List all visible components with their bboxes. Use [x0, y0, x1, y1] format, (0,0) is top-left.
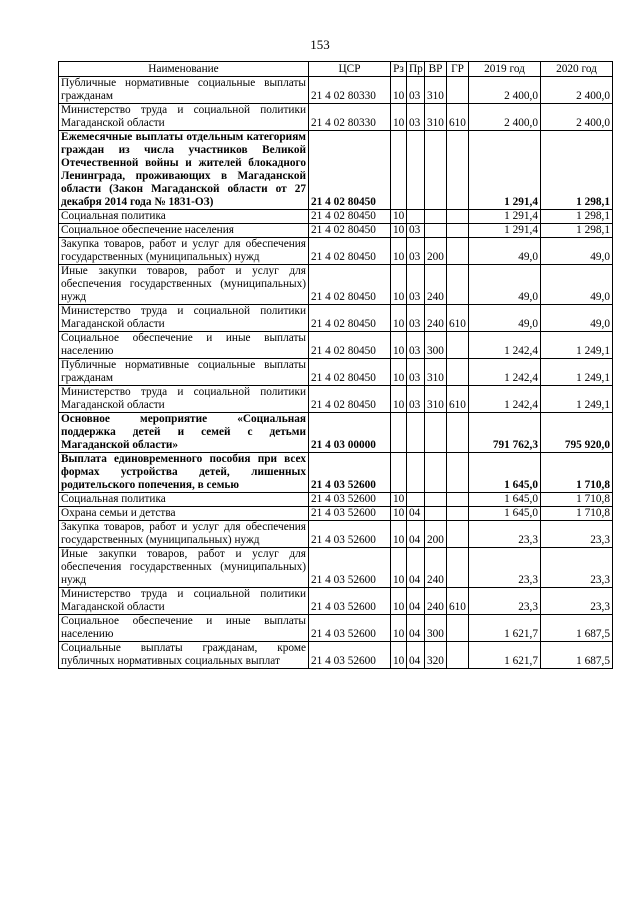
- header-vr: ВР: [425, 62, 447, 77]
- row-value-2020: 2 400,0: [541, 77, 613, 104]
- table-row: [59, 210, 613, 224]
- row-name: Ежемесячные выплаты отдельным категориям граждан из числа участников Великой Отечественной войны и жителей блокадного Ленинграда, проживающих в Магаданской области (Закон Магаданской области от 27 декабря 2014 года № 1831-ОЗ): [59, 131, 309, 210]
- row-value-2019: 1 645,0: [469, 453, 541, 493]
- header-name: Наименование: [59, 62, 309, 77]
- row-vr: 310: [425, 359, 447, 386]
- row-value-2019: 2 400,0: [469, 104, 541, 131]
- row-vr: [425, 131, 447, 210]
- row-value-2020: 1 710,8: [541, 493, 613, 507]
- row-gr: [447, 453, 469, 493]
- row-name: Социальная политика: [59, 493, 309, 507]
- row-name: Социальное обеспечение и иные выплаты населению: [59, 615, 309, 642]
- table-row: [59, 588, 613, 615]
- row-value-2020: 1 298,1: [541, 210, 613, 224]
- table-header-row: [59, 62, 613, 77]
- table-row: [59, 332, 613, 359]
- row-rz: 10: [391, 77, 407, 104]
- row-rz: 10: [391, 642, 407, 669]
- row-pr: 04: [407, 548, 425, 588]
- row-rz: 10: [391, 359, 407, 386]
- table-row: [59, 77, 613, 104]
- row-value-2020: 23,3: [541, 588, 613, 615]
- row-vr: 200: [425, 521, 447, 548]
- row-vr: [425, 507, 447, 521]
- row-value-2019: 23,3: [469, 521, 541, 548]
- row-value-2020: 1 249,1: [541, 359, 613, 386]
- row-pr: 03: [407, 359, 425, 386]
- row-name: Основное мероприятие «Социальная поддержка детей и семей с детьми Магаданской области»: [59, 413, 309, 453]
- row-value-2020: 1 249,1: [541, 332, 613, 359]
- row-pr: 03: [407, 224, 425, 238]
- row-gr: [447, 507, 469, 521]
- row-value-2020: 2 400,0: [541, 104, 613, 131]
- row-gr: [447, 615, 469, 642]
- table-row: [59, 238, 613, 265]
- row-name: Охрана семьи и детства: [59, 507, 309, 521]
- row-pr: [407, 413, 425, 453]
- row-value-2019: 1 621,7: [469, 615, 541, 642]
- header-rz: Рз: [391, 62, 407, 77]
- row-vr: [425, 453, 447, 493]
- page-number: 153: [310, 37, 330, 52]
- row-value-2019: 23,3: [469, 588, 541, 615]
- row-rz: 10: [391, 210, 407, 224]
- row-value-2019: 1 291,4: [469, 224, 541, 238]
- row-name: Иные закупки товаров, работ и услуг для обеспечения государственных (муниципальных) нужд: [59, 548, 309, 588]
- row-name: Социальное обеспечение населения: [59, 224, 309, 238]
- table-row: [59, 615, 613, 642]
- table-row: [59, 265, 613, 305]
- row-value-2019: 1 291,4: [469, 131, 541, 210]
- row-value-2019: 1 645,0: [469, 493, 541, 507]
- table-row: [59, 521, 613, 548]
- table-row: [59, 413, 613, 453]
- row-csr: 21 4 02 80450: [309, 386, 391, 413]
- row-rz: 10: [391, 265, 407, 305]
- row-csr: 21 4 03 52600: [309, 642, 391, 669]
- row-gr: [447, 548, 469, 588]
- row-gr: 610: [447, 588, 469, 615]
- row-value-2019: 23,3: [469, 548, 541, 588]
- row-value-2019: 49,0: [469, 238, 541, 265]
- row-value-2020: 1 249,1: [541, 386, 613, 413]
- row-gr: 610: [447, 386, 469, 413]
- row-vr: [425, 224, 447, 238]
- row-value-2019: 791 762,3: [469, 413, 541, 453]
- row-gr: [447, 224, 469, 238]
- row-gr: [447, 131, 469, 210]
- row-gr: 610: [447, 104, 469, 131]
- row-value-2019: 49,0: [469, 305, 541, 332]
- table-row: [59, 104, 613, 131]
- row-name: Министерство труда и социальной политики Магаданской области: [59, 386, 309, 413]
- budget-table: [58, 61, 613, 669]
- row-pr: 03: [407, 238, 425, 265]
- row-value-2020: 49,0: [541, 238, 613, 265]
- row-vr: 310: [425, 386, 447, 413]
- row-csr: 21 4 03 52600: [309, 588, 391, 615]
- row-gr: [447, 210, 469, 224]
- row-name: Социальное обеспечение и иные выплаты населению: [59, 332, 309, 359]
- table-body: [59, 77, 613, 669]
- row-gr: [447, 493, 469, 507]
- table-row: [59, 386, 613, 413]
- row-csr: 21 4 03 52600: [309, 548, 391, 588]
- row-rz: 10: [391, 224, 407, 238]
- row-pr: 03: [407, 386, 425, 413]
- row-csr: 21 4 02 80450: [309, 131, 391, 210]
- row-csr: 21 4 02 80450: [309, 238, 391, 265]
- row-name: Выплата единовременного пособия при всех формах устройства детей, лишенных родительского попечения, в семью: [59, 453, 309, 493]
- row-rz: 10: [391, 507, 407, 521]
- row-csr: 21 4 02 80450: [309, 210, 391, 224]
- row-rz: [391, 413, 407, 453]
- row-vr: 320: [425, 642, 447, 669]
- row-value-2019: 1 242,4: [469, 332, 541, 359]
- row-value-2020: 1 298,1: [541, 131, 613, 210]
- row-rz: 10: [391, 548, 407, 588]
- row-name: Министерство труда и социальной политики Магаданской области: [59, 588, 309, 615]
- row-gr: [447, 359, 469, 386]
- row-value-2020: 23,3: [541, 521, 613, 548]
- header-csr: ЦСР: [309, 62, 391, 77]
- row-rz: 10: [391, 305, 407, 332]
- row-pr: 03: [407, 265, 425, 305]
- row-csr: 21 4 03 00000: [309, 413, 391, 453]
- row-vr: 300: [425, 615, 447, 642]
- row-pr: 04: [407, 521, 425, 548]
- row-pr: [407, 453, 425, 493]
- row-pr: 03: [407, 332, 425, 359]
- row-value-2019: 1 621,7: [469, 642, 541, 669]
- row-value-2020: 1 298,1: [541, 224, 613, 238]
- row-pr: 04: [407, 588, 425, 615]
- row-pr: 03: [407, 77, 425, 104]
- row-name: Социальные выплаты гражданам, кроме публичных нормативных социальных выплат: [59, 642, 309, 669]
- row-gr: [447, 265, 469, 305]
- row-value-2019: 49,0: [469, 265, 541, 305]
- row-pr: 04: [407, 642, 425, 669]
- row-name: Иные закупки товаров, работ и услуг для обеспечения государственных (муниципальных) нужд: [59, 265, 309, 305]
- row-vr: 240: [425, 265, 447, 305]
- row-vr: [425, 413, 447, 453]
- row-value-2019: 1 645,0: [469, 507, 541, 521]
- row-name: Закупка товаров, работ и услуг для обеспечения государственных (муниципальных) нужд: [59, 521, 309, 548]
- row-vr: [425, 493, 447, 507]
- row-vr: 240: [425, 588, 447, 615]
- row-value-2019: 1 291,4: [469, 210, 541, 224]
- row-pr: 04: [407, 507, 425, 521]
- row-rz: 10: [391, 332, 407, 359]
- row-name: Публичные нормативные социальные выплаты гражданам: [59, 77, 309, 104]
- table-row: [59, 493, 613, 507]
- row-value-2020: 1 710,8: [541, 507, 613, 521]
- row-rz: 10: [391, 104, 407, 131]
- row-value-2020: 23,3: [541, 548, 613, 588]
- row-value-2020: 49,0: [541, 305, 613, 332]
- row-rz: 10: [391, 238, 407, 265]
- row-rz: 10: [391, 588, 407, 615]
- row-value-2019: 1 242,4: [469, 386, 541, 413]
- row-vr: 300: [425, 332, 447, 359]
- row-csr: 21 4 02 80450: [309, 305, 391, 332]
- row-rz: 10: [391, 493, 407, 507]
- row-name: Министерство труда и социальной политики Магаданской области: [59, 305, 309, 332]
- row-csr: 21 4 03 52600: [309, 521, 391, 548]
- table-row: [59, 224, 613, 238]
- row-value-2020: 1 710,8: [541, 453, 613, 493]
- row-name: Социальная политика: [59, 210, 309, 224]
- row-vr: 310: [425, 77, 447, 104]
- table-row: [59, 305, 613, 332]
- row-csr: 21 4 03 52600: [309, 453, 391, 493]
- row-gr: [447, 238, 469, 265]
- row-rz: [391, 131, 407, 210]
- row-gr: 610: [447, 305, 469, 332]
- table-row: [59, 359, 613, 386]
- row-pr: 03: [407, 104, 425, 131]
- row-rz: 10: [391, 521, 407, 548]
- row-rz: 10: [391, 386, 407, 413]
- table-row: [59, 507, 613, 521]
- row-value-2020: 49,0: [541, 265, 613, 305]
- row-csr: 21 4 02 80450: [309, 359, 391, 386]
- row-name: Публичные нормативные социальные выплаты гражданам: [59, 359, 309, 386]
- row-pr: 04: [407, 615, 425, 642]
- row-vr: 200: [425, 238, 447, 265]
- row-vr: 240: [425, 305, 447, 332]
- row-gr: [447, 521, 469, 548]
- row-rz: [391, 453, 407, 493]
- row-csr: 21 4 03 52600: [309, 493, 391, 507]
- table-row: [59, 453, 613, 493]
- row-name: Министерство труда и социальной политики Магаданской области: [59, 104, 309, 131]
- row-gr: [447, 77, 469, 104]
- table-row: [59, 548, 613, 588]
- row-rz: 10: [391, 615, 407, 642]
- row-pr: [407, 493, 425, 507]
- header-2020: 2020 год: [541, 62, 613, 77]
- row-csr: 21 4 02 80450: [309, 265, 391, 305]
- row-vr: 240: [425, 548, 447, 588]
- header-gr: ГР: [447, 62, 469, 77]
- row-gr: [447, 332, 469, 359]
- row-csr: 21 4 03 52600: [309, 507, 391, 521]
- row-value-2019: 2 400,0: [469, 77, 541, 104]
- table-row: [59, 642, 613, 669]
- row-value-2020: 795 920,0: [541, 413, 613, 453]
- row-pr: [407, 131, 425, 210]
- row-csr: 21 4 02 80330: [309, 77, 391, 104]
- header-2019: 2019 год: [469, 62, 541, 77]
- row-value-2019: 1 242,4: [469, 359, 541, 386]
- row-gr: [447, 642, 469, 669]
- header-pr: Пр: [407, 62, 425, 77]
- row-csr: 21 4 02 80450: [309, 332, 391, 359]
- row-csr: 21 4 02 80330: [309, 104, 391, 131]
- table-row: [59, 131, 613, 210]
- row-vr: 310: [425, 104, 447, 131]
- row-csr: 21 4 03 52600: [309, 615, 391, 642]
- row-value-2020: 1 687,5: [541, 642, 613, 669]
- row-name: Закупка товаров, работ и услуг для обеспечения государственных (муниципальных) нужд: [59, 238, 309, 265]
- row-value-2020: 1 687,5: [541, 615, 613, 642]
- row-pr: 03: [407, 305, 425, 332]
- row-gr: [447, 413, 469, 453]
- row-pr: [407, 210, 425, 224]
- row-vr: [425, 210, 447, 224]
- row-csr: 21 4 02 80450: [309, 224, 391, 238]
